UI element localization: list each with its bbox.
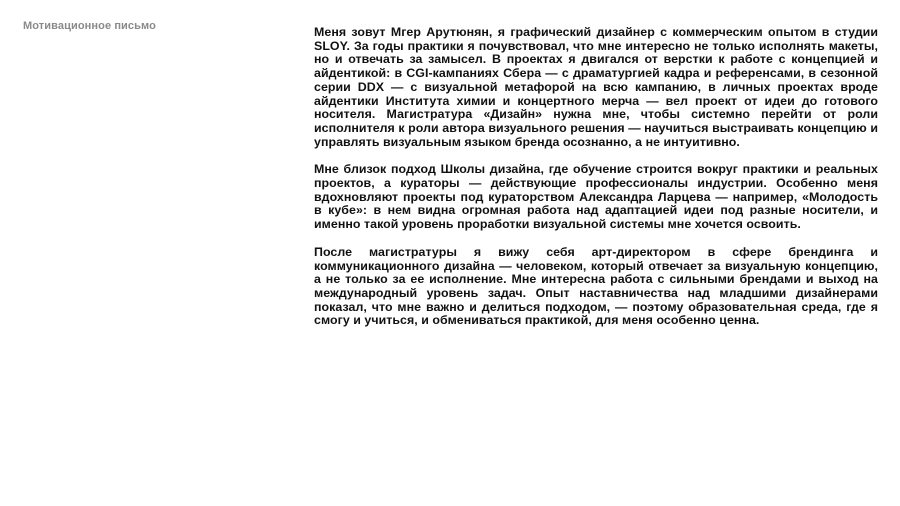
- letter-body: [314, 26, 878, 342]
- page-label: Мотивационное письмо: [23, 20, 156, 32]
- letter-paragraph-1: Меня зовут Мгер Арутюнян, я графический дизайнер с коммерческим опытом в студии SLOY. За годы практики я почувствовал, что мне интересно не только исполнять макеты, но и отвечать за замысел. В проектах я двигался от верстки к работе с концепцией и айдентикой: в CGI-кампаниях Сбера — с драматургией кадра и референсами, в сезонной серии DDX — с визуальной метафорой на всю кампанию, в личных проектах вроде айдентики Института химии и концертного мерча — вел проект от идеи до готового носителя. Магистратура «Дизайн» нужна мне, чтобы системно перейти от роли исполнителя к роли автора визуального решения — научиться выстраивать концепцию и управлять визуальным языком бренда осознанно, а не интуитивно.: [314, 25, 878, 149]
- letter-paragraph-2: Мне близок подход Школы дизайна, где обучение строится вокруг практики и реальных проектов, а кураторы — действующие профессионалы индустрии. Особенно меня вдохновляют проекты под кураторством Александра Ларцева — например, «Молодость в кубе»: в нем видна огромная работа над адаптацией идеи под разные носители, и именно такой уровень проработки визуальной системы мне хочется освоить.: [314, 162, 878, 232]
- letter-paragraph-3: После магистратуры я вижу себя арт-директором в сфере брендинга и коммуникационного дизайна — человеком, который отвечает за визуальную концепцию, а не только за ее исполнение. Мне интересна работа с сильными брендами и выход на международный уровень задач. Опыт наставничества над младшими дизайнерами показал, что мне важно и делиться подходом, — поэтому образовательная среда, где я смогу и учиться, и обмениваться практикой, для меня особенно ценна.: [314, 244, 878, 328]
